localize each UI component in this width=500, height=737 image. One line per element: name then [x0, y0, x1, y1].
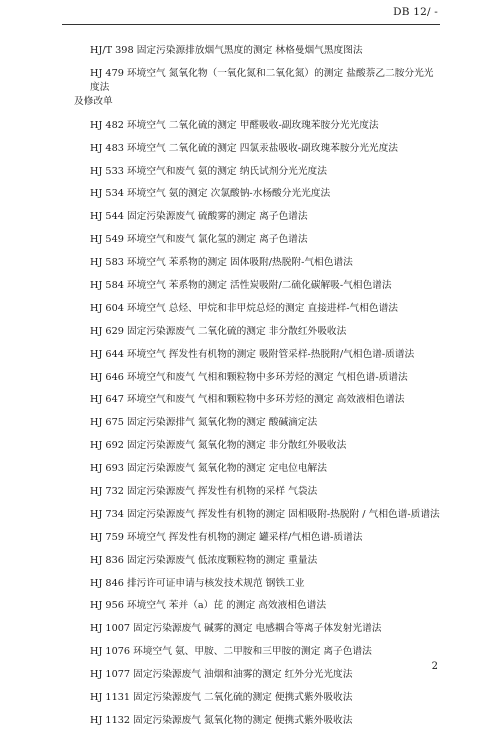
list-item-continuation: 及修改单	[74, 95, 113, 107]
list-item: HJ 692 固定污染源废气 氮氧化物的测定 非分散红外吸收法	[90, 440, 347, 452]
list-item: HJ 584 环境空气 苯系物的测定 活性炭吸附/二硫化碳解吸-气相色谱法	[90, 280, 392, 292]
list-item	[74, 67, 440, 109]
list-item: HJ 1076 环境空气 氨、甲胺、二甲胺和三甲胺的测定 离子色谱法	[90, 646, 372, 658]
list-item: HJ 549 环境空气和废气 氯化氢的测定 离子色谱法	[90, 234, 308, 246]
list-item: HJ 604 环境空气 总烃、甲烷和非甲烷总烃的测定 直接进样-气相色谱法	[90, 302, 398, 314]
list-item: HJ 836 固定污染源废气 低浓度颗粒物的测定 重量法	[90, 554, 318, 566]
list-item: HJ 583 环境空气 苯系物的测定 固体吸附/热脱附-气相色谱法	[90, 257, 353, 269]
standards-reference-list	[74, 44, 440, 737]
list-item: HJ 646 环境空气和废气 气相和颗粒物中多环芳烃的测定 气相色谱-质谱法	[90, 371, 408, 383]
list-item: HJ/T 398 固定污染源排放烟气黑度的测定 林格曼烟气黑度图法	[90, 45, 363, 56]
header-rule	[62, 24, 440, 25]
list-item: HJ 956 环境空气 苯并（a）芘 的测定 高效液相色谱法	[90, 600, 327, 612]
list-item: HJ 629 固定污染源废气 二氧化硫的测定 非分散红外吸收法	[90, 325, 347, 337]
list-item: HJ 544 固定污染源废气 硫酸雾的测定 离子色谱法	[90, 211, 308, 223]
list-item: HJ 533 环境空气和废气 氨的测定 纳氏试剂分光光度法	[90, 165, 327, 177]
list-item: HJ 675 固定污染源排气 氮氧化物的测定 酸碱滴定法	[90, 417, 318, 429]
list-item: HJ 1007 固定污染源废气 碱雾的测定 电感耦合等离子体发射光谱法	[90, 623, 382, 635]
list-item: HJ 1131 固定污染源废气 二氧化硫的测定 便携式紫外吸收法	[90, 692, 353, 704]
list-item: HJ 647 环境空气和废气 气相和颗粒物中多环芳烃的测定 高效液相色谱法	[90, 394, 405, 406]
list-item: HJ 732 固定污染源废气 挥发性有机物的采样 气袋法	[90, 486, 318, 498]
document-code-header: DB 12/ -	[393, 6, 438, 18]
list-item: HJ 482 环境空气 二氧化硫的测定 甲醛吸收-副玫瑰苯胺分光光度法	[90, 119, 379, 131]
list-item: HJ 1077 固定污染源废气 油烟和油雾的测定 红外分光光度法	[90, 669, 353, 681]
list-item: HJ 483 环境空气 二氧化硫的测定 四氯汞盐吸收-副玫瑰苯胺分光光度法	[90, 142, 398, 154]
list-item: HJ 693 固定污染源废气 氮氧化物的测定 定电位电解法	[90, 463, 327, 475]
list-item: HJ 734 固定污染源废气 挥发性有机物的测定 固相吸附-热脱附 / 气相色谱-质谱法	[90, 508, 440, 520]
list-item: HJ 644 环境空气 挥发性有机物的测定 吸附管采样-热脱附/气相色谱-质谱法	[90, 348, 415, 360]
page-number: 2	[431, 661, 438, 672]
list-item: HJ 1132 固定污染源废气 氮氧化物的测定 便携式紫外吸收法	[90, 714, 353, 726]
list-item: HJ 534 环境空气 氨的测定 次氯酸钠-水杨酸分光光度法	[90, 188, 331, 200]
list-item-text: HJ 479 环境空气 氮氧化物（一氧化氮和二氧化氮）的测定 盐酸萘乙二胺分光光度法	[90, 67, 434, 93]
list-item: HJ 846 排污许可证申请与核发技术规范 钢铁工业	[90, 577, 305, 589]
list-item: HJ 759 环境空气 挥发性有机物的测定 罐采样/气相色谱-质谱法	[90, 531, 363, 543]
